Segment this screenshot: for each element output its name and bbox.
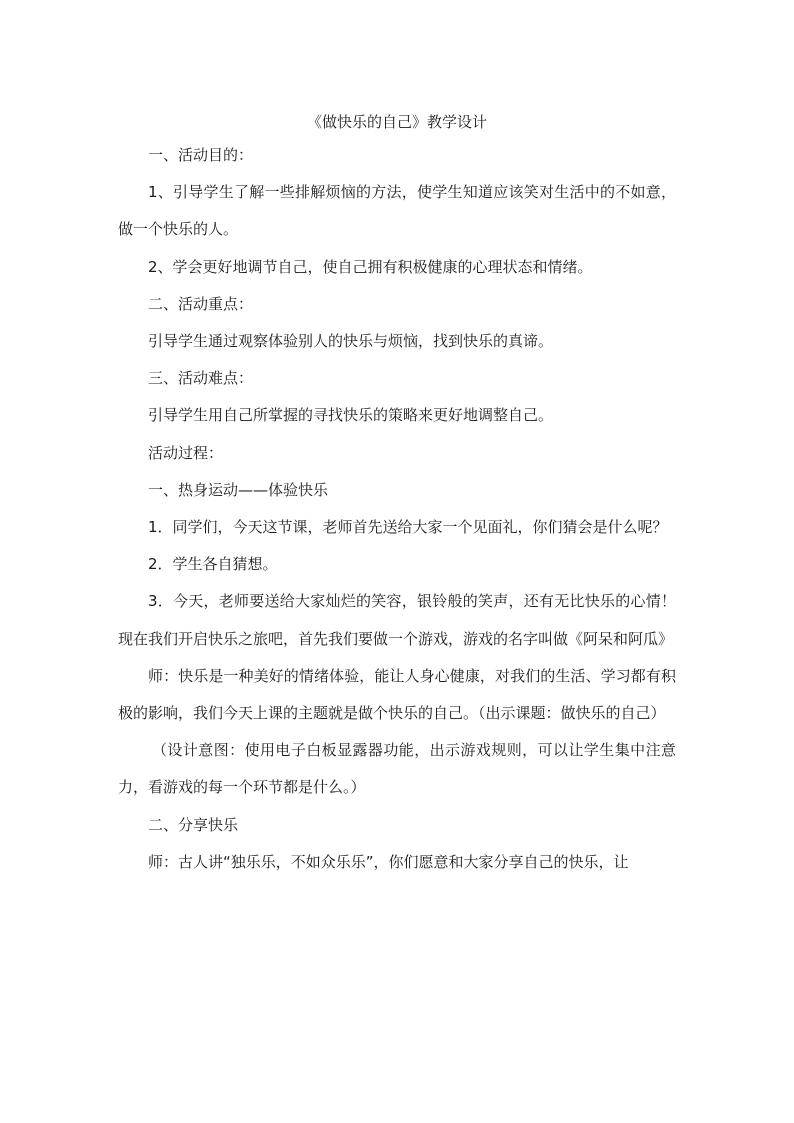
key-points-text: 引导学生通过观察体验别人的快乐与烦恼，找到快乐的真谛。: [148, 332, 554, 351]
design-intent-note: （设计意图：使用电子白板显露器功能，出示游戏规则，可以让学生集中注意力，看游戏的每一个环节都是什么。）: [118, 741, 676, 797]
objective-item-1: 1、引导学生了解一些排解烦恼的方法，使学生知道应该笑对生活中的不如意，做一个快乐的人。: [118, 183, 676, 239]
step-heading-share: 二、分享快乐: [148, 815, 239, 834]
step-heading-warmup: 一、热身运动——体验快乐: [148, 480, 329, 499]
warmup-item-1: 1．同学们，今天这节课，老师首先送给大家一个见面礼，你们猜会是什么呢？: [148, 518, 668, 537]
document-body: [118, 107, 676, 881]
section-heading-key-points: 二、活动重点：: [148, 294, 254, 313]
section-heading-process: 活动过程：: [148, 443, 224, 462]
objective-item-2: 2、学会更好地调节自己，使自己拥有积极健康的心理状态和情绪。: [148, 257, 593, 276]
warmup-item-3: 3．今天，老师要送给大家灿烂的笑容，银铃般的笑声，还有无比快乐的心情！现在我们开启快乐之旅吧，首先我们要做一个游戏，游戏的名字叫做《阿呆和阿瓜》: [118, 592, 676, 648]
difficulties-text: 引导学生用自己所掌握的寻找快乐的策略来更好地调整自己。: [148, 406, 554, 425]
share-teacher-remark: 师：古人讲“独乐乐，不如众乐乐”，你们愿意和大家分享自己的快乐，让: [148, 852, 629, 871]
warmup-item-2: 2．学生各自猜想。: [148, 555, 278, 574]
document-title: 《做快乐的自己》教学设计: [306, 113, 487, 131]
teacher-remark: 师：快乐是一种美好的情绪体验，能让人身心健康，对我们的生活、学习都有积极的影响，我们今天上课的主题就是做个快乐的自己。（出示课题：做快乐的自己）: [118, 666, 676, 723]
section-heading-objectives: 一、活动目的：: [148, 146, 254, 164]
section-heading-difficulties: 三、活动难点：: [148, 369, 254, 388]
